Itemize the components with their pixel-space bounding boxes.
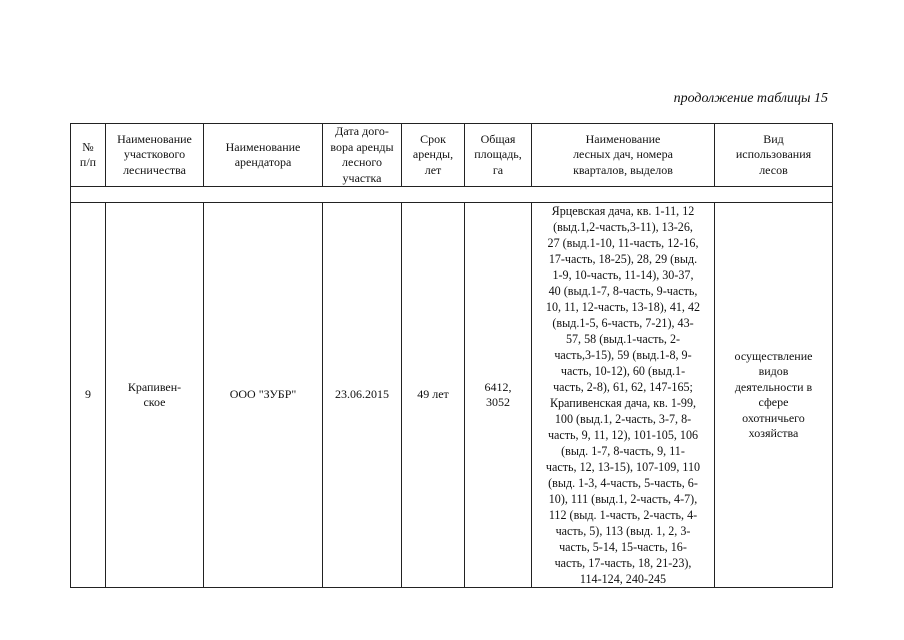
cell-plots: Ярцевская дача, кв. 1-11, 12 (выд.1,2-часть,3-11), 13-26, 27 (выд.1-10, 11-часть, 12-16, 17-часть, 18-25), 28, 29 (выд. 1-9, 10-часть, 11-14), 30-37, 40 (выд.1-7, 8-часть, 9-часть, 10, 11, 12-часть, 13-18), 41, 42 (выд.1-5, 6-часть, 7-21), 43- 57, 58 (выд.1-часть, 2- часть,3-15), 59 (выд.1-8, 9- часть, 10-12), 60 (выд.1- часть, 2-8), 61, 62, 147-165; Крапивенская дача, кв. 1-99, 100 (выд.1, 2-часть, 3-7, 8- часть, 9, 11, 12), 101-105, 106 (выд. 1-7, 8-часть, 9, 11- часть, 12, 13-15), 107-109, 110 (выд. 1-3, 4-часть, 5-часть, 6- 10), 111 (выд.1, 2-часть, 4-7), 112 (выд. 1-часть, 2-часть, 4- часть, 5), 113 (выд. 1, 2, 3- часть, 5-14, 15-часть, 16- часть, 17-часть, 18, 21-23), 114-124, 240-245 — [532, 203, 715, 588]
cell-term: 49 лет — [402, 203, 465, 588]
spacer-row — [71, 187, 833, 203]
lease-table — [70, 123, 833, 588]
header-forestry: Наименование участкового лесничества — [106, 124, 204, 187]
header-plots: Наименование лесных дач, номера кварталов, выделов — [532, 124, 715, 187]
cell-number: 9 — [71, 203, 106, 588]
cell-contract-date: 23.06.2015 — [323, 203, 402, 588]
cell-area: 6412, 3052 — [465, 203, 532, 588]
header-number: № п/п — [71, 124, 106, 187]
cell-tenant: ООО "ЗУБР" — [204, 203, 323, 588]
header-tenant: Наименование арендатора — [204, 124, 323, 187]
table-caption: продолжение таблицы 15 — [673, 91, 828, 106]
header-row — [71, 124, 833, 187]
header-area: Общая площадь, га — [465, 124, 532, 187]
table-row — [71, 203, 833, 588]
cell-use: осуществление видов деятельности в сфере охотничьего хозяйства — [715, 203, 833, 588]
header-contract-date: Дата дого- вора аренды лесного участка — [323, 124, 402, 187]
header-term: Срок аренды, лет — [402, 124, 465, 187]
header-use: Вид использования лесов — [715, 124, 833, 187]
cell-forestry: Крапивен- ское — [106, 203, 204, 588]
